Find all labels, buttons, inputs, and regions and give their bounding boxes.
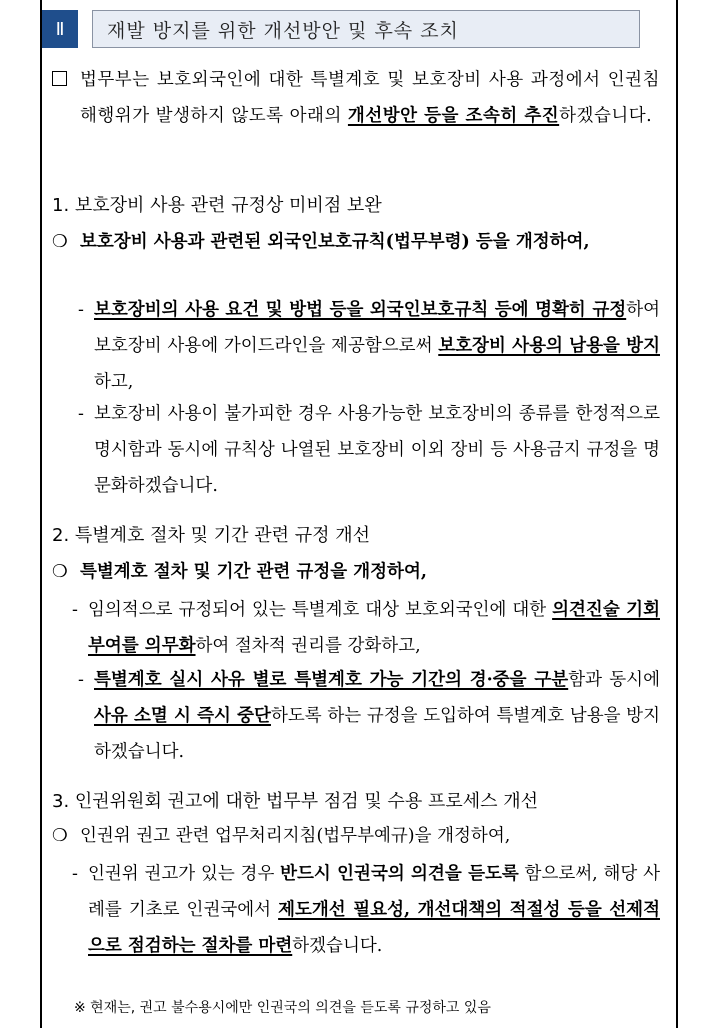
s1-bullet: ❍ (52, 232, 68, 252)
s2-item-2 (94, 662, 660, 770)
square-bullet-icon (52, 71, 67, 86)
s2-item-2-emphasis-2: 사유 소멸 시 즉시 중단 (94, 706, 271, 726)
s1-bullet-bold: 보호장비 사용과 관련된 외국인보호규칙(법무부령) 등을 개정하여, (80, 232, 590, 252)
s1-dash-2: - (78, 404, 84, 424)
s2-item-2-text: 함과 동시에 (568, 670, 660, 690)
intro-text-end: 하겠습니다. (559, 106, 653, 126)
s2-dash-2: - (78, 670, 84, 690)
s1-item-1 (94, 292, 660, 400)
s2-bullet-bold: 특별계호 절차 및 기간 관련 규정을 개정하여, (80, 562, 427, 582)
s1-dash-1: - (78, 300, 84, 320)
s2-item-1 (88, 592, 660, 664)
section-2-heading: 2. 특별계호 절차 및 기간 관련 규정 개선 (52, 525, 371, 546)
section-3-heading: 3. 인권위원회 권고에 대한 법무부 점검 및 수용 프로세스 개선 (52, 791, 538, 812)
intro-paragraph (80, 62, 660, 134)
intro-emphasis: 개선방안 등을 조속히 추진 (347, 106, 560, 126)
s1-item-2: 보호장비 사용이 불가피한 경우 사용가능한 보호장비의 종류를 한정적으로 명시함과 동시에 규칙상 나열된 보호장비 이외 장비 등 사용금지 규정을 명문화하겠습니다. (94, 404, 660, 496)
s3-item-1-emphasis: 제도개선 필요성, 개선대책의 적절성 등을 선제적으로 점검하는 절차를 마련 (88, 900, 660, 956)
s2-item-2-end: 하도록 하는 규정을 도입하여 특별계호 남용을 방지하겠습니다. (94, 706, 660, 762)
intro-text: 법무부는 보호외국인에 대한 특별계호 및 보호장비 사용 과정에서 인권침해행위가 발생하지 않도록 아래의 (80, 70, 660, 126)
intro-marker-wrap (52, 62, 74, 98)
s2-item-1-text: 임의적으로 규정되어 있는 특별계호 대상 보호외국인에 대한 (88, 600, 553, 620)
section-title: 재발 방지를 위한 개선방안 및 후속 조치 (92, 10, 640, 48)
s2-bullet: ❍ (52, 562, 68, 582)
s3-item-1-text: 인권위 권고가 있는 경우 (88, 864, 281, 884)
section-number: Ⅱ (42, 10, 78, 48)
section-1-heading: 1. 보호장비 사용 관련 규정상 미비점 보완 (52, 195, 382, 216)
s3-bullet-text: 인권위 권고 관련 업무처리지침(법무부예규)을 개정하여, (80, 826, 511, 846)
s3-bullet: ❍ (52, 826, 68, 846)
s2-dash-1: - (72, 600, 78, 620)
s1-item-1-end: 하고, (94, 372, 134, 392)
footnote: ※ 현재는, 권고 불수용시에만 인권국의 의견을 듣도록 규정하고 있음 (74, 1000, 491, 1016)
s1-item-1-emphasis: 보호장비의 사용 요건 및 방법 등을 외국인보호규칙 등에 명확히 규정 (94, 300, 627, 320)
s2-item-2-emphasis: 특별계호 실시 사유 별로 특별계호 가능 기간의 경·중을 구분 (94, 670, 569, 690)
s3-item-1 (88, 856, 660, 964)
s3-item-1-end: 하겠습니다. (292, 936, 383, 956)
s3-item-1-text-2: 함으로써, 해당 사례를 기초로 인권국에서 (88, 864, 660, 920)
section-header (42, 10, 459, 48)
s1-item-1-text: 하여 보호장비 사용에 가이드라인을 제공함으로써 (94, 300, 660, 356)
s2-item-1-emphasis: 의견진술 기회 부여를 의무화 (88, 600, 660, 656)
s2-bullet-text (80, 554, 660, 590)
s2-item-1-end: 하여 절차적 권리를 강화하고, (195, 636, 421, 656)
s1-item-1-emphasis-2: 보호장비 사용의 남용을 방지 (438, 336, 660, 356)
s3-item-1-bold: 반드시 인권국의 의견을 듣도록 (280, 864, 519, 884)
s1-bullet-text (80, 224, 660, 260)
s3-dash-1: - (72, 864, 78, 884)
